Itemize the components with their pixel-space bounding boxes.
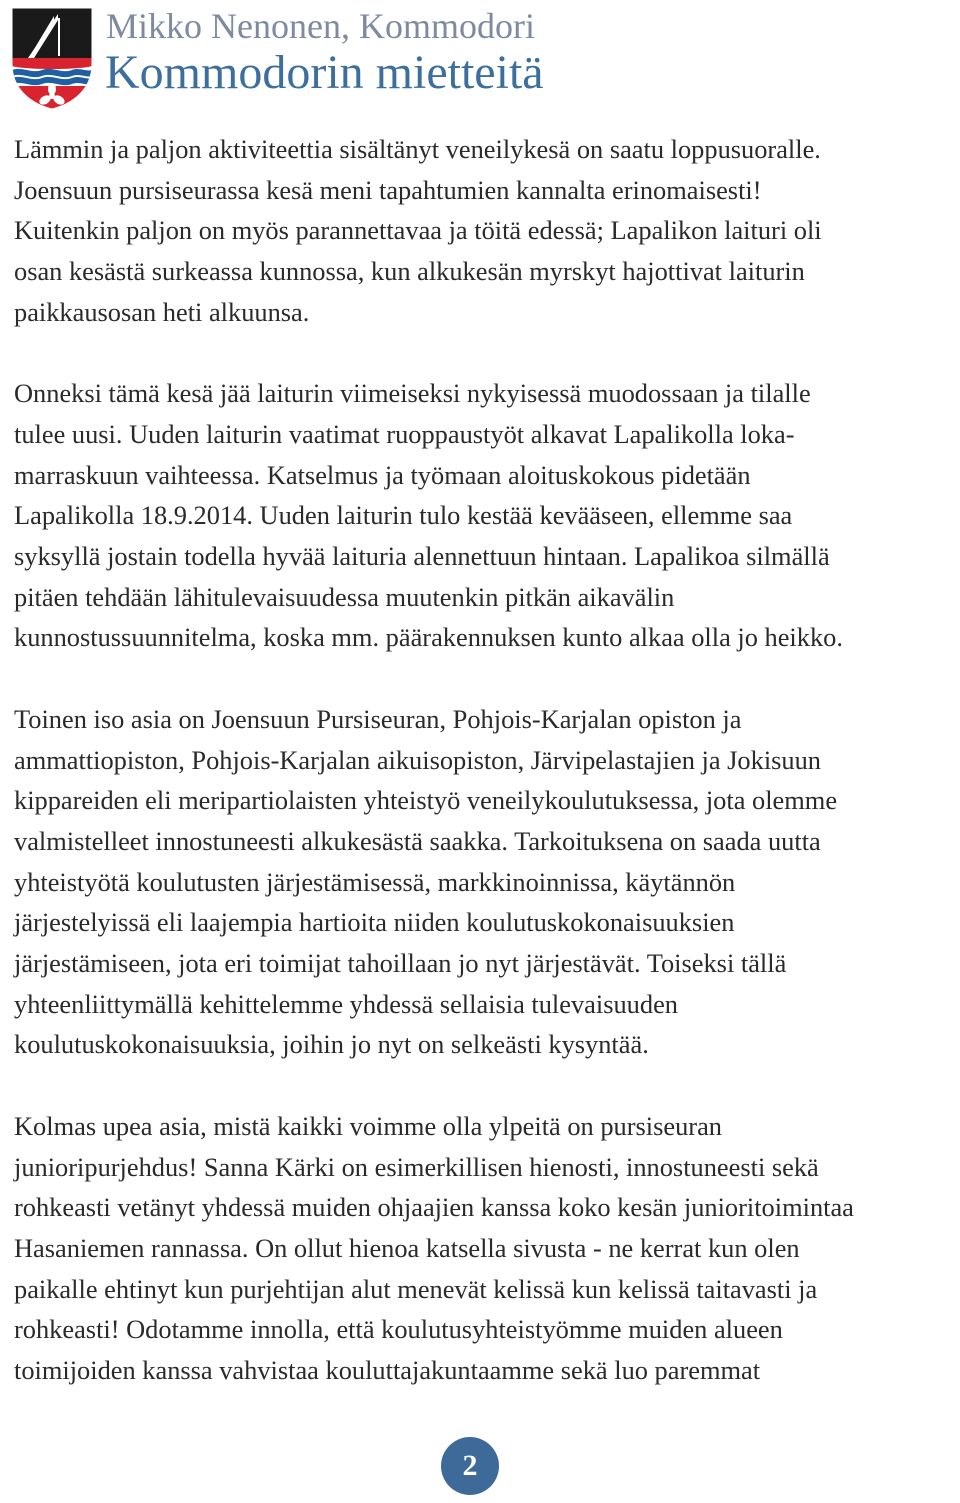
paragraph-1	[14, 129, 958, 333]
text-line: Lämmin ja paljon aktiviteettia sisältänyt veneilykesä on saatu loppusuoralle.	[14, 134, 821, 164]
text-line: koulutuskokonaisuuksia, joihin jo nyt on selkeästi kysyntää.	[14, 1029, 649, 1060]
text-line: pitäen tehdään lähitulevaisuudessa muutenkin pitkän aikavälin	[14, 581, 675, 612]
header-title: Kommodorin mietteitä	[105, 46, 544, 99]
text-line: kippareiden eli meripartiolaisten yhteistyö veneilykoulutuksessa, jota olemme	[14, 785, 838, 816]
text-line: tulee uusi. Uuden laiturin vaatimat ruoppaustyöt alkavat Lapalikolla loka-	[14, 418, 795, 449]
text-line: yhteenliittymällä kehittelemme yhdessä sellaisia tulevaisuuden	[14, 988, 678, 1019]
page-header	[10, 6, 950, 112]
text-line: Kolmas upea asia, mistä kaikki voimme olla ylpeitä on pursiseuran	[14, 1110, 722, 1141]
text-line: marraskuun vaihteessa. Katselmus ja työmaan aloituskokous pidetään	[14, 459, 751, 490]
text-line: järjestämiseen, jota eri toimijat tahoillaan jo nyt järjestävät. Toiseksi tällä	[14, 948, 787, 979]
text-line: Lapalikolla 18.9.2014. Uuden laiturin tulo kestää kevääseen, ellemme saa	[14, 500, 793, 531]
text-line: valmistelleet innostuneesti alkukesästä saakka. Tarkoituksena on saada uutta	[14, 825, 821, 856]
paragraph-4	[14, 1106, 958, 1391]
article-body	[14, 129, 958, 1431]
text-line: rohkeasti vetänyt yhdessä muiden ohjaajien kanssa koko kesän junioritoimintaa	[14, 1192, 854, 1223]
text-line: rohkeasti! Odotamme innolla, että koulutusyhteistyömme muiden alueen	[14, 1314, 783, 1345]
text-line: Joensuun pursiseurassa kesä meni tapahtumien kannalta erinomaisesti!	[14, 174, 762, 205]
text-line: junioripurjehdus! Sanna Kärki on esimerkillisen hienosti, innostuneesti sekä	[14, 1151, 819, 1182]
text-line: kunnostussuunnitelma, koska mm. päärakennuksen kunto alkaa olla jo heikko.	[14, 622, 843, 653]
text-line: järjestelyissä eli laajempia hartioita niiden koulutuskokonaisuuksien	[14, 907, 735, 938]
text-line: yhteistyötä koulutusten järjestämisessä, markkinoinnissa, käytännön	[14, 866, 736, 897]
text-line: paikkausosan heti alkuunsa.	[14, 296, 310, 327]
text-line: Hasaniemen rannassa. On ollut hienoa katsella sivusta - ne kerrat kun olen	[14, 1232, 800, 1263]
text-line: paikalle ehtinyt kun purjehtijan alut menevät kelissä kun kelissä taitavasti ja	[14, 1273, 818, 1304]
text-line: Kuitenkin paljon on myös parannettavaa ja töitä edessä; Lapalikon laituri oli	[14, 215, 822, 246]
sailing-club-emblem-icon	[10, 6, 94, 110]
text-line: ammattiopiston, Pohjois-Karjalan aikuisopiston, Järvipelastajien ja Jokisuun	[14, 744, 822, 775]
text-line: syksyllä jostain todella hyvää laituria alennettuun hintaan. Lapalikoa silmällä	[14, 541, 830, 572]
text-line: toimijoiden kanssa vahvistaa kouluttajakuntaamme sekä luo paremmat	[14, 1355, 761, 1386]
paragraph-2	[14, 373, 958, 658]
text-line: Onneksi tämä kesä jää laiturin viimeiseksi nykyisessä muodossaan ja tilalle	[14, 378, 811, 409]
text-line: Toinen iso asia on Joensuun Pursiseuran, Pohjois-Karjalan opiston ja	[14, 703, 742, 734]
header-author: Mikko Nenonen, Kommodori	[106, 6, 535, 46]
paragraph-3	[14, 699, 958, 1065]
text-line: osan kesästä surkeassa kunnossa, kun alkukesän myrskyt hajottivat laiturin	[14, 256, 805, 287]
page-number-badge: 2	[441, 1437, 499, 1495]
